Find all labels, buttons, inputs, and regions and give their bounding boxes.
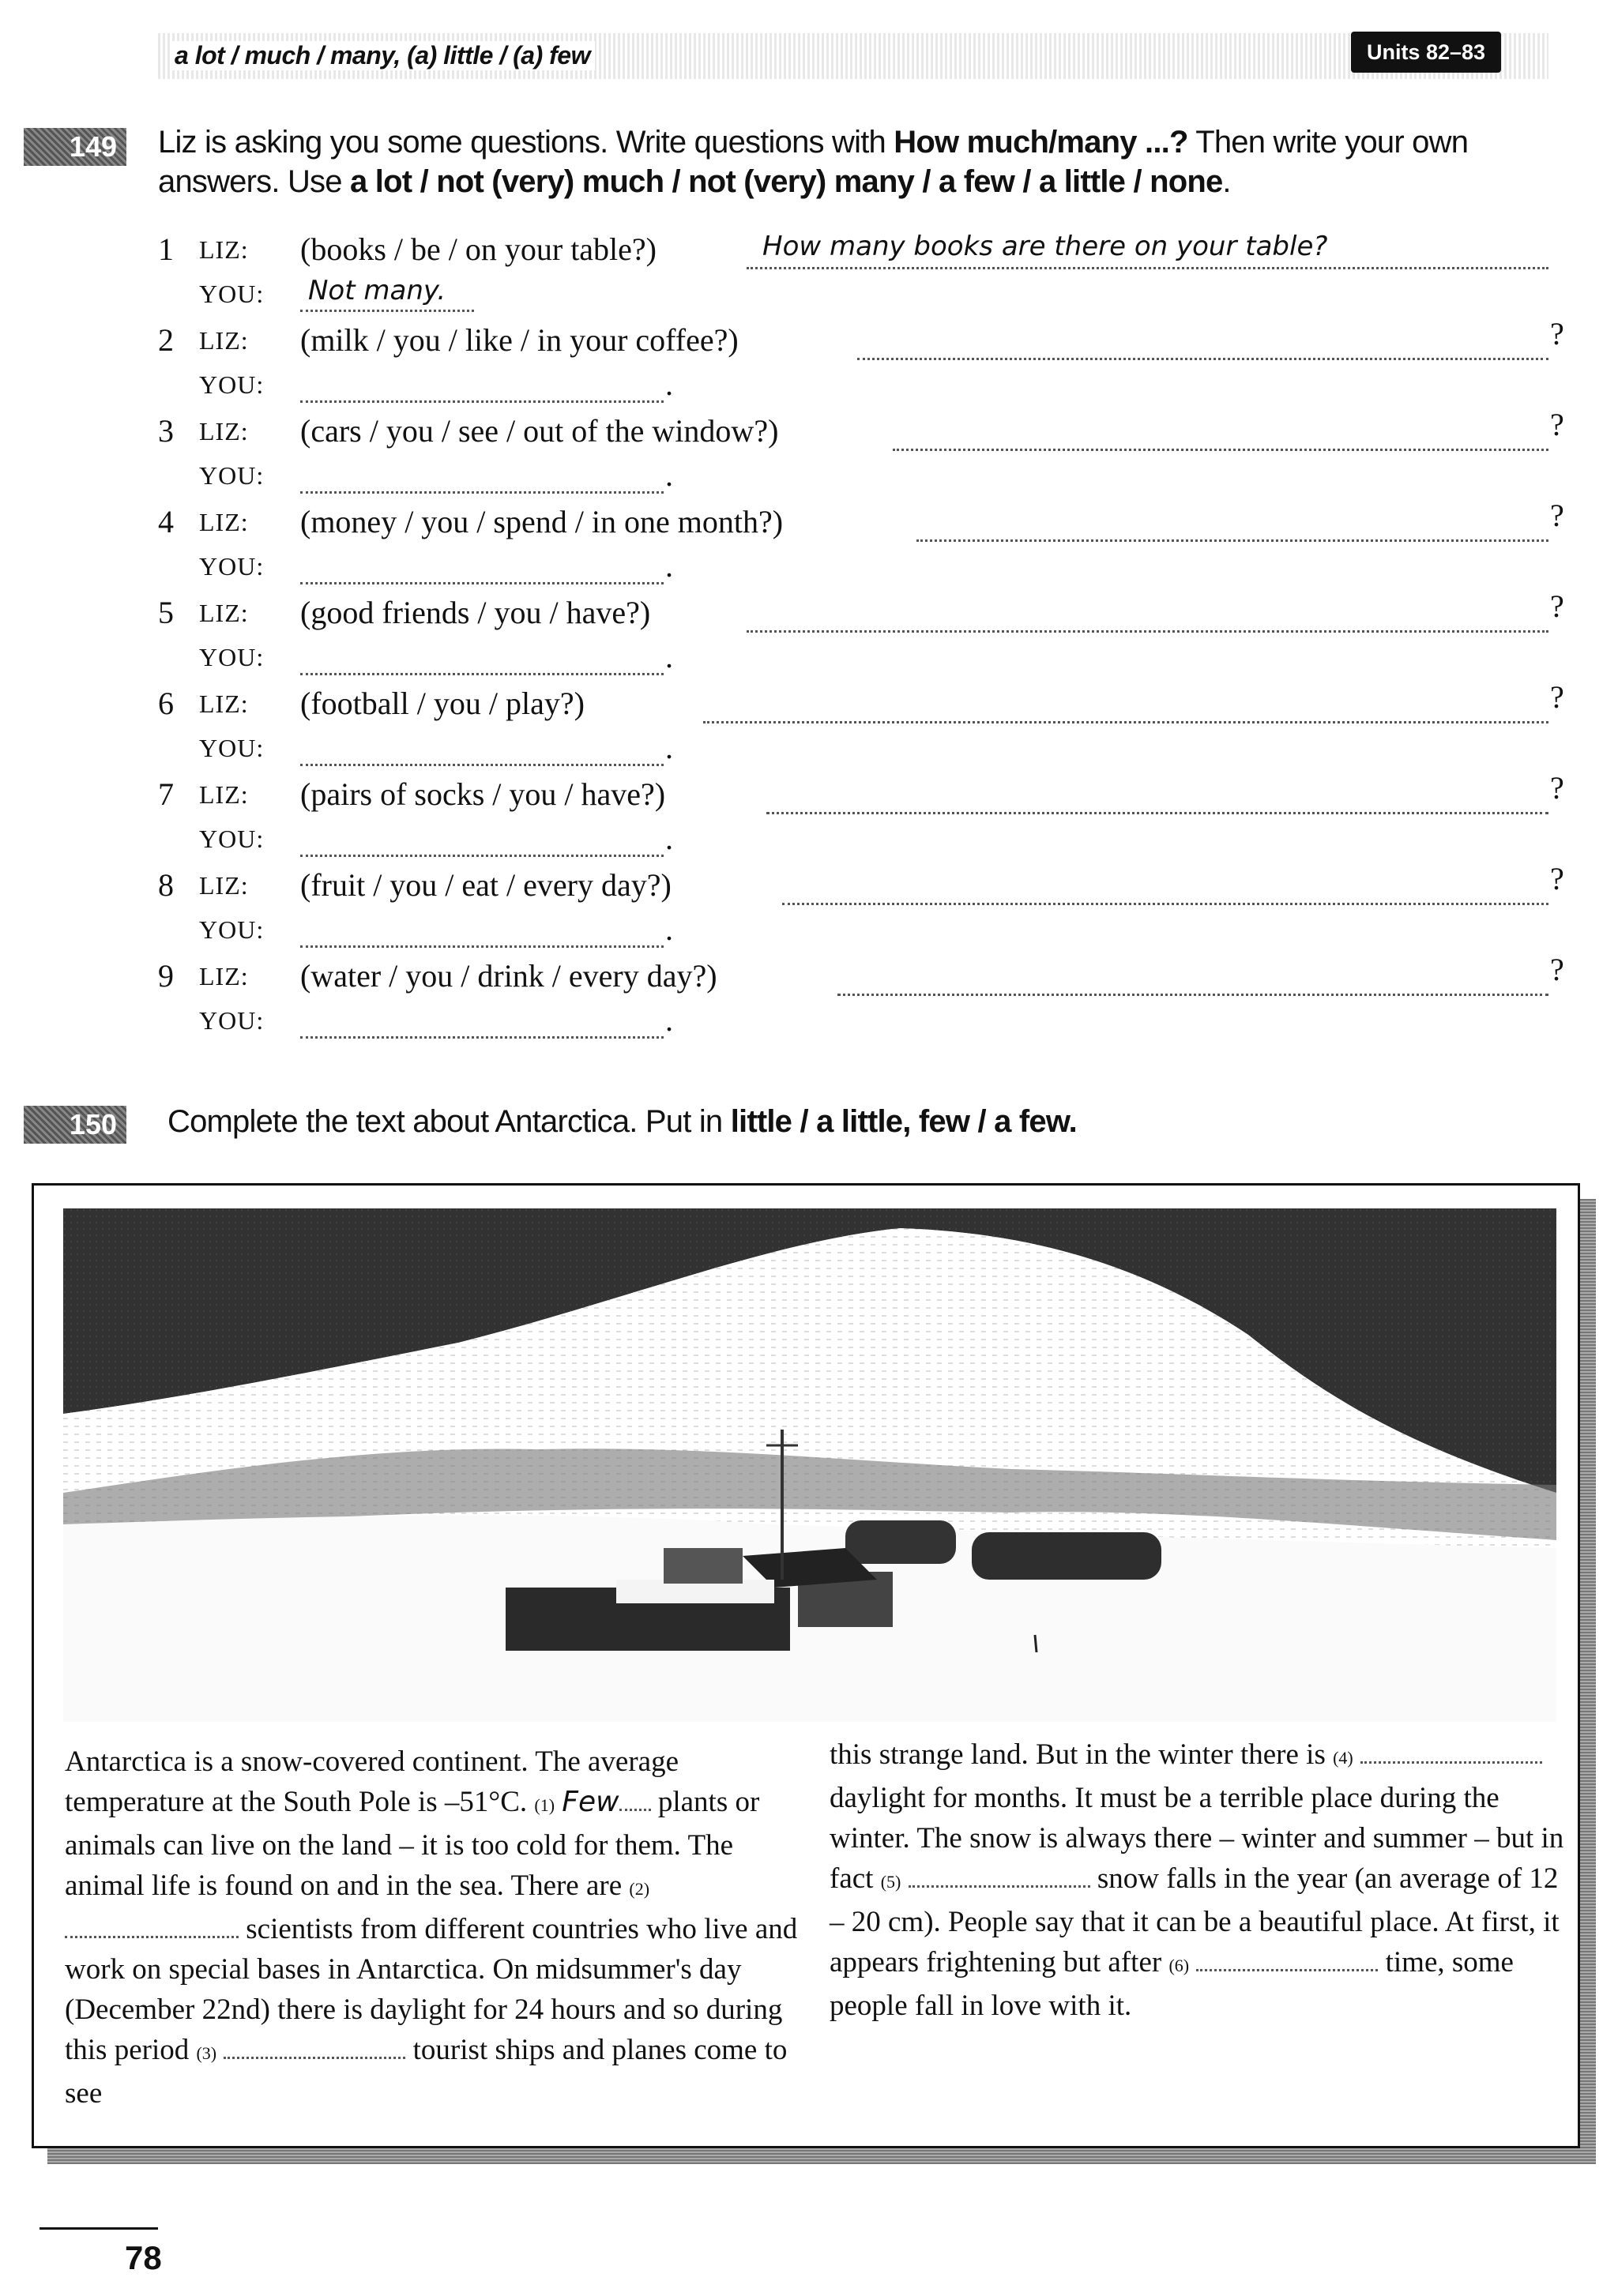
question-answer-line[interactable] bbox=[703, 708, 1548, 723]
liz-label: LIZ: bbox=[199, 417, 249, 445]
gap-blank[interactable] bbox=[65, 1915, 239, 1938]
gap-number: (4) bbox=[1333, 1748, 1353, 1768]
passage-text: Antarctica is a snow-covered continent. The average temperature at the South Pole is –51°C. bbox=[65, 1745, 679, 1818]
gap-number: (5) bbox=[880, 1872, 901, 1892]
question-answer-line[interactable] bbox=[837, 981, 1548, 996]
question-number: 6 bbox=[158, 686, 174, 721]
answer-period: . bbox=[665, 821, 673, 856]
liz-label: LIZ: bbox=[199, 599, 249, 627]
answer-period: . bbox=[665, 366, 673, 402]
question-row bbox=[158, 679, 1580, 780]
you-answer-line[interactable] bbox=[300, 662, 664, 675]
question-mark: ? bbox=[1550, 588, 1564, 624]
question-answer-line[interactable] bbox=[893, 436, 1548, 451]
passage-text: daylight for months. It must be a terrible place during the winter. The snow is always there – winter and summer – but in fact bbox=[830, 1782, 1564, 1895]
question-answer-line[interactable] bbox=[766, 799, 1548, 814]
antarctica-text-left bbox=[65, 1742, 800, 2114]
question-mark: ? bbox=[1550, 861, 1564, 896]
question-mark: ? bbox=[1550, 770, 1564, 806]
instruction-text: Complete the text about Antarctica. Put in bbox=[167, 1104, 731, 1139]
antarctica-base-illustration bbox=[63, 1208, 1556, 1722]
page-number: 78 bbox=[125, 2239, 162, 2276]
question-row bbox=[158, 770, 1580, 870]
liz-label: LIZ: bbox=[199, 690, 249, 718]
liz-label: LIZ: bbox=[199, 508, 249, 536]
instruction-text: Liz is asking you some questions. Write questions with bbox=[158, 125, 894, 160]
gap-number: (3) bbox=[196, 2043, 217, 2063]
you-label: YOU: bbox=[199, 643, 265, 671]
question-answer-line[interactable] bbox=[857, 345, 1548, 360]
question-row bbox=[158, 407, 1580, 507]
passage-text: this strange land. But in the winter there is bbox=[830, 1738, 1334, 1771]
question-row bbox=[158, 588, 1580, 689]
you-answer-line[interactable] bbox=[300, 934, 664, 948]
question-mark: ? bbox=[1550, 407, 1564, 442]
liz-label: LIZ: bbox=[199, 962, 249, 990]
question-number: 4 bbox=[158, 504, 174, 539]
answer-period: . bbox=[665, 548, 673, 584]
you-answer-line[interactable] bbox=[300, 844, 664, 857]
question-prompt: (football / you / play?) bbox=[300, 686, 585, 721]
you-answer-line[interactable] bbox=[300, 753, 664, 766]
you-label: YOU: bbox=[199, 915, 265, 944]
instruction-emphasis: a lot / not (very) much / not (very) many / a few / a little / none bbox=[350, 164, 1223, 199]
handwritten-answer: Few bbox=[562, 1786, 619, 1818]
page-number-rule bbox=[40, 2227, 158, 2230]
exercise-150-instruction bbox=[167, 1102, 1511, 1141]
gap-number: (6) bbox=[1168, 1956, 1190, 1975]
question-number: 8 bbox=[158, 867, 174, 903]
passage-text: time, some people fall in love with it. bbox=[830, 1946, 1514, 2022]
question-number: 2 bbox=[158, 322, 174, 358]
question-answer-line[interactable] bbox=[782, 890, 1548, 905]
gap-blank[interactable] bbox=[1360, 1741, 1542, 1764]
gap-number: (2) bbox=[629, 1879, 650, 1899]
question-number: 5 bbox=[158, 595, 174, 630]
question-mark: ? bbox=[1550, 316, 1564, 351]
you-label: YOU: bbox=[199, 734, 265, 762]
answer-period: . bbox=[665, 730, 673, 765]
question-answer-line[interactable] bbox=[747, 618, 1548, 633]
question-row bbox=[158, 861, 1580, 961]
question-prompt: (good friends / you / have?) bbox=[300, 595, 651, 630]
you-label: YOU: bbox=[199, 280, 265, 308]
gap-blank[interactable] bbox=[224, 2036, 405, 2059]
you-label: YOU: bbox=[199, 1006, 265, 1035]
answer-period: . bbox=[665, 457, 673, 493]
question-row bbox=[158, 498, 1580, 598]
you-label: YOU: bbox=[199, 552, 265, 581]
exercise-149-badge: 149 bbox=[24, 128, 126, 166]
answer-period: . bbox=[665, 911, 673, 947]
topic-label: a lot / much / many, (a) little / (a) few bbox=[170, 41, 595, 70]
liz-label: LIZ: bbox=[199, 326, 249, 355]
instruction-emphasis: How much/many ...? bbox=[894, 125, 1188, 160]
you-answer-line[interactable] bbox=[300, 1025, 664, 1039]
liz-label: LIZ: bbox=[199, 235, 249, 264]
passage-text: tourist ships and planes come to see bbox=[65, 2034, 788, 2110]
passage-text: plants or animals can live on the land – it is too cold for them. The animal life is found on and in the sea. There are bbox=[65, 1786, 760, 1902]
passage-text: snow falls in the year (an average of 12 – 20 cm). People say that it can be a beautiful place. At first, it appears frightening but after bbox=[830, 1862, 1560, 1978]
gap-number: (1) bbox=[534, 1795, 555, 1815]
instruction-emphasis: little / a little, few / a few. bbox=[730, 1104, 1077, 1139]
units-badge: Units 82–83 bbox=[1351, 32, 1501, 73]
gap-blank[interactable] bbox=[909, 1865, 1090, 1888]
liz-label: LIZ: bbox=[199, 780, 249, 809]
gap-blank[interactable] bbox=[1196, 1948, 1378, 1971]
gap-blank[interactable] bbox=[619, 1788, 651, 1811]
question-prompt: (books / be / on your table?) bbox=[300, 231, 657, 267]
question-prompt: (milk / you / like / in your coffee?) bbox=[300, 322, 739, 358]
handwritten-question: How many books are there on your table? bbox=[762, 231, 1328, 262]
question-mark: ? bbox=[1550, 679, 1564, 715]
you-answer-line[interactable] bbox=[300, 389, 664, 403]
question-prompt: (money / you / spend / in one month?) bbox=[300, 504, 784, 539]
passage-text: scientists from different countries who live and work on special bases in Antarctica. On midsummer's day (December 22nd) there is daylight for 24 hours and so during this period bbox=[65, 1913, 798, 2066]
question-number: 1 bbox=[158, 231, 174, 267]
question-prompt: (water / you / drink / every day?) bbox=[300, 958, 717, 994]
instruction-text: Then write your own answers. Use bbox=[158, 125, 1469, 199]
instruction-text: . bbox=[1222, 164, 1231, 199]
question-number: 9 bbox=[158, 958, 174, 994]
question-row bbox=[158, 952, 1580, 1052]
you-label: YOU: bbox=[199, 370, 265, 399]
exercise-150-badge: 150 bbox=[24, 1106, 126, 1144]
exercise-149-instruction bbox=[158, 122, 1556, 201]
question-row bbox=[158, 231, 1580, 325]
question-number: 7 bbox=[158, 776, 174, 812]
liz-label: LIZ: bbox=[199, 871, 249, 900]
answer-period: . bbox=[665, 1002, 673, 1038]
question-mark: ? bbox=[1550, 952, 1564, 987]
question-answer-line[interactable] bbox=[916, 527, 1548, 542]
question-prompt: (cars / you / see / out of the window?) bbox=[300, 413, 779, 449]
you-answer-line[interactable] bbox=[300, 480, 664, 494]
question-prompt: (pairs of socks / you / have?) bbox=[300, 776, 666, 812]
answer-period: . bbox=[665, 639, 673, 675]
you-answer-line[interactable] bbox=[300, 571, 664, 584]
you-label: YOU: bbox=[199, 461, 265, 490]
you-label: YOU: bbox=[199, 825, 265, 853]
question-row bbox=[158, 316, 1580, 416]
question-prompt: (fruit / you / eat / every day?) bbox=[300, 867, 672, 903]
question-mark: ? bbox=[1550, 498, 1564, 533]
question-number: 3 bbox=[158, 413, 174, 449]
handwritten-answer: Not many. bbox=[308, 275, 446, 306]
antarctica-text-right bbox=[830, 1734, 1564, 2026]
